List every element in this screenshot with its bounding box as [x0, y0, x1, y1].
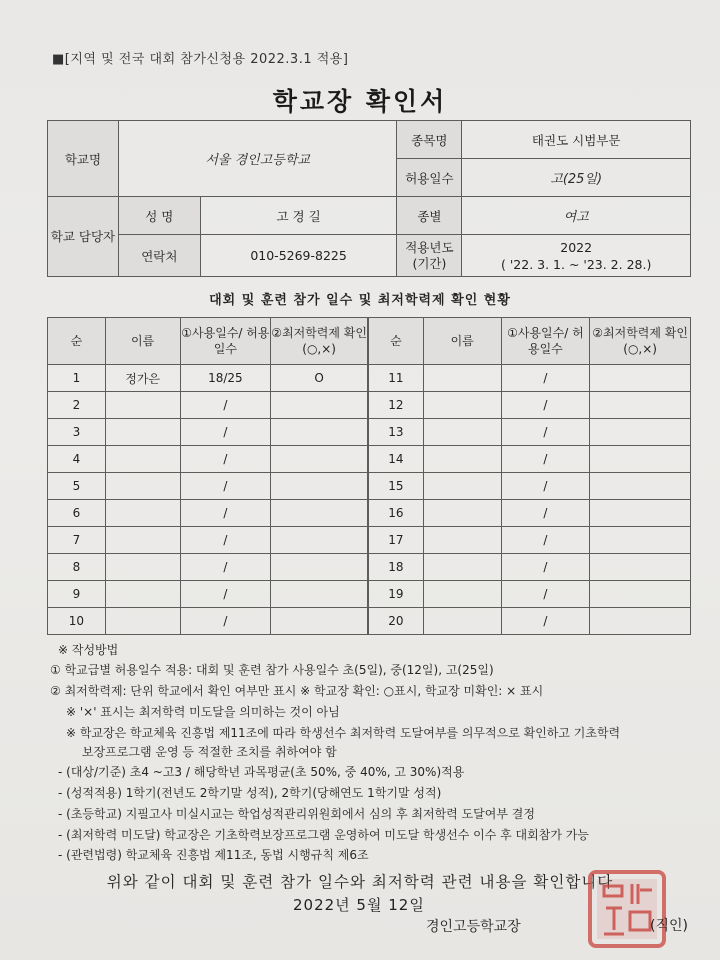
row-number: 10 [48, 608, 106, 635]
student-name [423, 392, 501, 419]
min-grade-check [590, 554, 691, 581]
document-title: 학교장 확인서 [272, 87, 448, 116]
student-name [423, 554, 501, 581]
student-name [423, 581, 501, 608]
min-grade-check [271, 554, 368, 581]
table-row [48, 392, 368, 419]
allowed-days-value: 고(25일) [462, 159, 691, 197]
student-name [423, 419, 501, 446]
allowed-days-label: 허용일수 [397, 159, 462, 197]
table-row [48, 581, 368, 608]
table-row [369, 581, 691, 608]
contact-value: 010-5269-8225 [200, 235, 397, 277]
table-row [369, 554, 691, 581]
note-line: - (초등학교) 지필고사 미실시교는 학업성적관리위원회에서 심의 후 최저학력 도달여부 결정 [58, 807, 535, 821]
student-name [105, 419, 180, 446]
row-number: 6 [48, 500, 106, 527]
student-name [423, 446, 501, 473]
row-number: 7 [48, 527, 106, 554]
days-used: / [180, 527, 271, 554]
issue-date: 2022년 5월 12일 [293, 896, 425, 914]
table-row [48, 473, 368, 500]
row-number: 13 [369, 419, 424, 446]
year-value: 2022 [560, 239, 593, 255]
confirmation-statement: 위와 같이 대회 및 훈련 참가 일수와 최저학력 관련 내용을 확인합니다 [106, 873, 614, 891]
student-name [105, 392, 180, 419]
table-row [369, 419, 691, 446]
days-used: 18/25 [180, 365, 271, 392]
student-name [423, 608, 501, 635]
days-used: / [501, 554, 590, 581]
min-grade-check [590, 473, 691, 500]
school-info-table [47, 120, 691, 277]
student-name [423, 365, 501, 392]
min-grade-check [271, 608, 368, 635]
form-header-note: ■[지역 및 전국 대회 참가신청용 2022.3.1 적용] [52, 52, 349, 67]
row-number: 1 [48, 365, 106, 392]
year-label: 적용년도 (기간) [397, 235, 462, 277]
row-number: 4 [48, 446, 106, 473]
student-name [105, 608, 180, 635]
row-number: 18 [369, 554, 424, 581]
min-grade-check [271, 500, 368, 527]
min-grade-check [590, 446, 691, 473]
col-header-name: 이름 [105, 318, 180, 365]
student-name [423, 527, 501, 554]
col-header-check: ②최저학력제 확인(○,×) [271, 318, 368, 365]
col-header-name: 이름 [423, 318, 501, 365]
days-used: / [501, 581, 590, 608]
table-row [369, 500, 691, 527]
note-line: - (성적적용) 1학기(전년도 2학기말 성적), 2학기(당해연도 1학기말 성적) [58, 786, 442, 800]
col-header-no: 순 [48, 318, 106, 365]
row-number: 11 [369, 365, 424, 392]
min-grade-check [271, 527, 368, 554]
contact-label: 연락처 [118, 235, 200, 277]
days-used: / [180, 419, 271, 446]
days-used: / [180, 473, 271, 500]
staff-label: 학교 담당자 [48, 197, 119, 277]
table-row [369, 365, 691, 392]
row-number: 15 [369, 473, 424, 500]
student-name [105, 500, 180, 527]
row-number: 8 [48, 554, 106, 581]
row-number: 5 [48, 473, 106, 500]
days-used: / [180, 608, 271, 635]
student-name: 정가은 [105, 365, 180, 392]
row-number: 16 [369, 500, 424, 527]
table-row [48, 527, 368, 554]
note-line: - (관련법령) 학교체육 진흥법 제11조, 동법 시행규칙 제6조 [58, 848, 369, 862]
min-grade-check [271, 581, 368, 608]
note-heading: ※ 작성방법 [58, 643, 119, 657]
col-header-days: ①사용일수/ 허용일수 [501, 318, 590, 365]
table-row [48, 608, 368, 635]
student-name [105, 581, 180, 608]
category-label: 종별 [397, 197, 462, 235]
table-row [369, 608, 691, 635]
min-grade-check [590, 527, 691, 554]
table-row [369, 527, 691, 554]
note-line: 보장프로그램 운영 등 적절한 조치를 취하여야 함 [82, 745, 337, 759]
principal-title: 경인고등학교장 [426, 919, 521, 935]
days-used: / [501, 608, 590, 635]
note-line: ② 최저학력제: 단위 학교에서 확인 여부만 표시 ※ 학교장 확인: ○표시, 학교장 미확인: × 표시 [50, 684, 544, 698]
table-row [48, 554, 368, 581]
min-grade-check [590, 392, 691, 419]
col-header-days: ①사용일수/ 허용일수 [180, 318, 271, 365]
days-used: / [180, 554, 271, 581]
table-row [48, 446, 368, 473]
category-value: 여고 [462, 197, 691, 235]
col-header-check: ②최저학력제 확인(○,×) [590, 318, 691, 365]
seal-label: (직인) [650, 918, 688, 934]
student-name [423, 473, 501, 500]
min-grade-check [590, 608, 691, 635]
days-used: / [180, 392, 271, 419]
note-line: ※ '×' 표시는 최저학력 미도달을 의미하는 것이 아님 [66, 705, 340, 719]
participation-table-left [47, 317, 368, 635]
row-number: 12 [369, 392, 424, 419]
min-grade-check [271, 392, 368, 419]
year-cell [462, 235, 691, 277]
row-number: 20 [369, 608, 424, 635]
days-used: / [180, 500, 271, 527]
staff-name-label: 성 명 [118, 197, 200, 235]
days-used: / [180, 581, 271, 608]
min-grade-check [271, 473, 368, 500]
table-row [48, 365, 368, 392]
table-row [48, 500, 368, 527]
col-header-no: 순 [369, 318, 424, 365]
row-number: 3 [48, 419, 106, 446]
days-used: / [501, 419, 590, 446]
period-value: ( '22. 3. 1. ~ '23. 2. 28.) [501, 256, 652, 272]
student-name [105, 554, 180, 581]
min-grade-check [590, 419, 691, 446]
min-grade-check [590, 500, 691, 527]
days-used: / [501, 365, 590, 392]
school-name-value: 서울 경인고등학교 [118, 121, 397, 197]
table-row [369, 446, 691, 473]
min-grade-check [271, 446, 368, 473]
days-used: / [501, 500, 590, 527]
min-grade-check [590, 365, 691, 392]
row-number: 14 [369, 446, 424, 473]
days-used: / [501, 527, 590, 554]
section-title: 대회 및 훈련 참가 일수 및 최저학력제 확인 현황 [209, 293, 511, 308]
days-used: / [501, 446, 590, 473]
table-row [369, 392, 691, 419]
table-row [369, 473, 691, 500]
note-line: ※ 학교장은 학교체육 진흥법 제11조에 따라 학생선수 최저학력 도달여부를 의무적으로 확인하고 기초학력 [66, 726, 621, 740]
min-grade-check: O [271, 365, 368, 392]
staff-name-value: 고 경 길 [200, 197, 397, 235]
row-number: 17 [369, 527, 424, 554]
event-label: 종목명 [397, 121, 462, 159]
note-line: ① 학교급별 허용일수 적용: 대회 및 훈련 참가 사용일수 초(5일), 중(12일), 고(25일) [50, 663, 494, 677]
school-name-label: 학교명 [48, 121, 119, 197]
student-name [423, 500, 501, 527]
days-used: / [501, 392, 590, 419]
official-seal [586, 868, 668, 950]
min-grade-check [590, 581, 691, 608]
table-row [48, 419, 368, 446]
student-name [105, 446, 180, 473]
days-used: / [501, 473, 590, 500]
days-used: / [180, 446, 271, 473]
event-value: 태권도 시범부문 [462, 121, 691, 159]
row-number: 19 [369, 581, 424, 608]
note-line: - (대상/기준) 초4 ~고3 / 해당학년 과목평균(초 50%, 중 40%, 고 30%)적용 [58, 765, 465, 779]
note-line: - (최저학력 미도달) 학교장은 기초학력보장프로그램 운영하여 미도달 학생선수 이수 후 대회참가 가능 [58, 828, 589, 842]
min-grade-check [271, 419, 368, 446]
student-name [105, 527, 180, 554]
row-number: 9 [48, 581, 106, 608]
row-number: 2 [48, 392, 106, 419]
student-name [105, 473, 180, 500]
participation-table-right [368, 317, 691, 635]
